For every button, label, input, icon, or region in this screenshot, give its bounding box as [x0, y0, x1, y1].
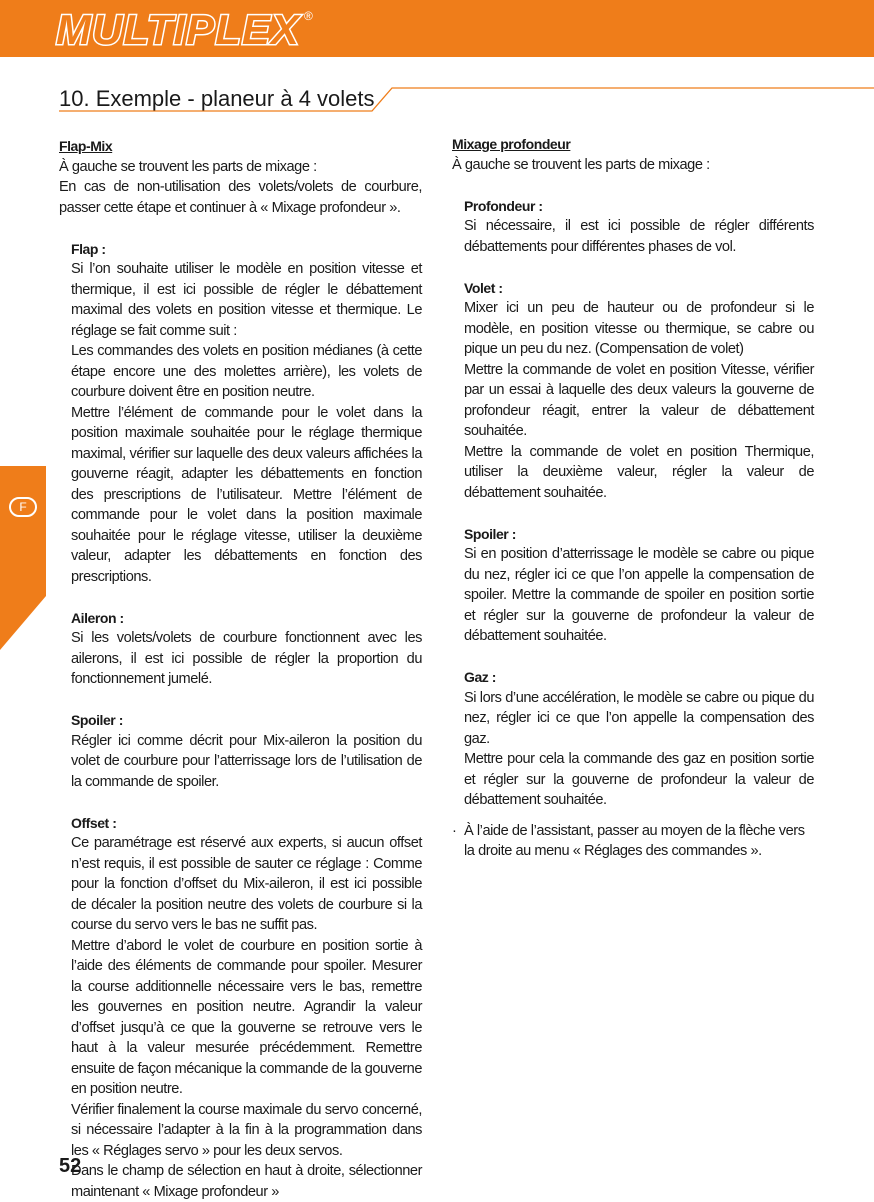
section-title: 10. Exemple - planeur à 4 volets — [59, 86, 375, 111]
final-bullet-item — [452, 821, 814, 862]
offset-paragraph-4: Dans le champ de sélection en haut à droite, sélectionner maintenant « Mixage profondeur » — [71, 1163, 422, 1200]
left-intro-1: À gauche se trouvent les parts de mixage : — [59, 158, 317, 175]
flap-paragraph-1: Si l’on souhaite utiliser le modèle en position vitesse et thermique, il est ici possible de régler le débattement maximal des volets en position vitesse et thermique. Le réglage se fait comme suit : — [71, 261, 422, 339]
right-intro-1: À gauche se trouvent les parts de mixage : — [452, 156, 710, 173]
volet-paragraph-1: Mixer ici un peu de hauteur ou de profondeur si le modèle, en position vitesse ou thermique, se cabre ou pique un peu du nez. (Compensation de volet) — [464, 300, 814, 357]
profondeur-title: Profondeur : — [464, 197, 543, 214]
right-column — [452, 134, 814, 862]
volet-title: Volet : — [464, 279, 503, 296]
registered-mark: ® — [304, 9, 313, 23]
gaz-title: Gaz : — [464, 669, 496, 685]
flap-mix-heading: Flap-Mix — [59, 138, 113, 154]
flap-title: Flap : — [71, 240, 106, 257]
spoiler-title-right: Spoiler : — [464, 525, 516, 542]
spoiler-paragraph-right: Si en position d’atterrissage le modèle se cabre ou pique du nez, régler ici ce que l’on appelle la compensation de spoiler. Mettre la commande de spoiler en position sortie et régler sur la gouverne de profondeur la valeur de débattement souhaitée. — [464, 546, 814, 644]
left-column — [59, 136, 422, 1202]
language-tab-label: F — [9, 497, 37, 517]
volet-paragraph-3: Mettre la commande de volet en position Thermique, utiliser la deuxième valeur, régler la valeur de débattement souhaitée. — [464, 443, 814, 501]
offset-paragraph-1: Ce paramétrage est réservé aux experts, si aucun offset n’est requis, il est possible de sauter ce réglage : Comme pour la fonction d’offset du Mix-aileron, il est ici possible de décaler la position neutre des volets de courbure si la course du servo vers le bas ne suffit pas. — [71, 835, 422, 933]
spoiler-title-left: Spoiler : — [71, 712, 123, 728]
gaz-paragraph-1: Si lors d’une accélération, le modèle se cabre ou pique du nez, régler ici ce que l’on appelle la compensation des gaz. — [464, 689, 814, 747]
mixage-profondeur-heading: Mixage profondeur — [452, 136, 571, 152]
page-number: 52 — [59, 1155, 82, 1177]
flap-paragraph-3: Mettre l’élément de commande pour le volet dans la position maximale souhaitée pour le réglage thermique maximal, vérifier sur laquelle des deux valeurs affichées la gouverne réagit, adapter les débattements en fonction des prescriptions de l’utilisateur. Mettre l’élément de commande pour le volet dans la position maximale souhaitée pour le réglage vitesse, utiliser la deuxième valeur, adapter les débattements en fonction des prescriptions. — [71, 404, 422, 585]
offset-title: Offset : — [71, 814, 117, 831]
flap-paragraph-2: Les commandes des volets en position médianes (à cette étape encore une des molettes arrière), les volets de courbure doivent être en position neutre. — [71, 343, 422, 400]
volet-paragraph-2: Mettre la commande de volet en position Vitesse, vérifier par un essai à laquelle des deux valeurs la gouverne de profondeur réagit, entrer la valeur de débattement souhaitée. — [464, 361, 814, 439]
language-side-tab — [0, 466, 46, 650]
aileron-paragraph: Si les volets/volets de courbure fonctionnent avec les ailerons, il est ici possible de régler la proportion du fonctionnement jumelé. — [71, 630, 422, 687]
gaz-paragraph-2: Mettre pour cela la commande des gaz en position sortie et régler sur la gouverne de profondeur la valeur de débattement souhaitée. — [464, 751, 814, 808]
bullet-marker: · — [452, 822, 457, 839]
brand-logo: MULTIPLEX — [56, 6, 300, 53]
offset-paragraph-2: Mettre d’abord le volet de courbure en position sortie à l’aide des éléments de commande pour spoiler. Mesurer la course additionnelle nécessaire vers le bas, remettre les gouvernes en position neutre. Agrandir la valeur d’offset jusqu’à ce que la gouverne se retrouve vers le haut à la valeur mesurée précédemment. Remettre ensuite de façon mécanique la commande de la gouverne en position neutre. — [71, 937, 422, 1097]
spoiler-paragraph-left: Régler ici comme décrit pour Mix-aileron la position du volet de courbure pour l’atterrissage lors de l’utilisation de la commande de spoiler. — [71, 732, 422, 790]
aileron-title: Aileron : — [71, 609, 124, 626]
profondeur-paragraph: Si nécessaire, il est ici possible de régler différents débattements pour différentes phases de vol. — [464, 218, 814, 255]
left-intro-2: En cas de non-utilisation des volets/volets de courbure, passer cette étape et continuer à « Mixage profondeur ». — [59, 179, 422, 216]
final-bullet-text: À l’aide de l’assistant, passer au moyen de la flèche vers la droite au menu « Réglages des commandes ». — [464, 822, 805, 859]
offset-paragraph-3: Vérifier finalement la course maximale du servo concerné, si nécessaire l’adapter à la fin à la programmation dans les « Réglages servo » pour les deux servos. — [71, 1101, 422, 1159]
